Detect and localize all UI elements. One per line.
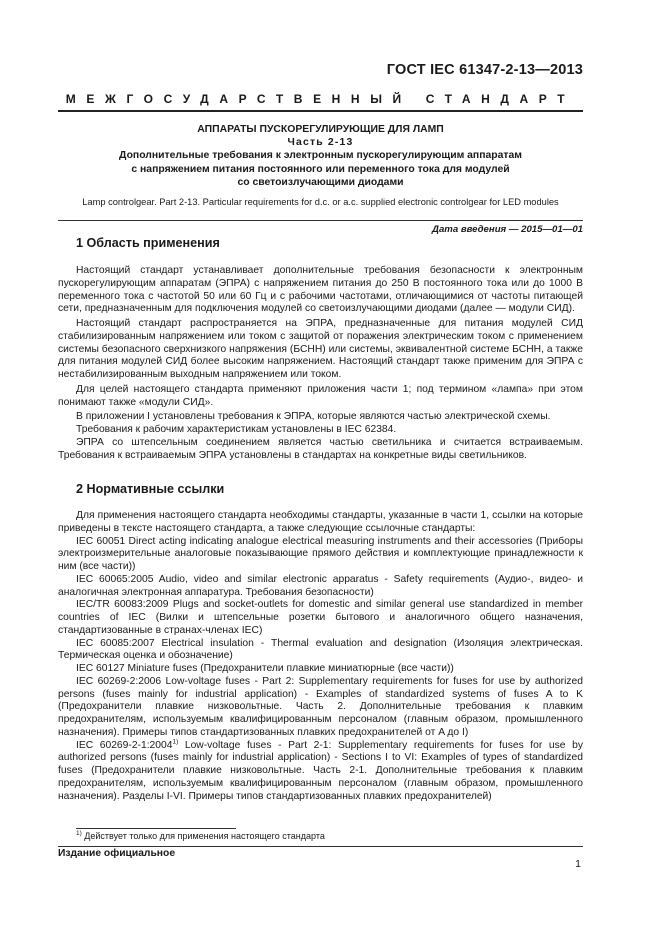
- reference-entry: IEC/TR 60083:2009 Plugs and socket-outlets for domestic and similar general use standardized in member countries of IEC (Вилки и штепсельные розетки бытового и аналогичного общего назначения, стандартизованные в странах-членах IEC): [58, 599, 583, 636]
- section-body: [58, 265, 583, 462]
- document-number: ГОСТ IEC 61347-2-13—2013: [386, 62, 583, 78]
- footnote-marker: 1): [76, 830, 82, 837]
- reference-entry: IEC 60085:2007 Electrical insulation - Thermal evaluation and designation (Изоляция электрическая. Термическая оценка и обозначение): [58, 637, 583, 662]
- section-body: [58, 510, 583, 803]
- reference-entry: IEC 60051 Direct acting indicating analogue electrical measuring instruments and their accessories (Приборы электроизмерительные аналоговые показывающие прямого действия и комплектующие принадлежности к ним (все части)): [58, 535, 583, 572]
- reference-code: IEC 60269-2-1:2004: [76, 739, 173, 751]
- title-divider: [58, 220, 583, 221]
- header-divider: [58, 110, 583, 112]
- reference-entry: IEC 60127 Miniature fuses (Предохранители плавкие миниатюрные (все части)): [76, 663, 454, 674]
- reference-entry: IEC 60065:2005 Audio, video and similar electronic apparatus - Safety requirements (Аудио-, видео- и аналогичная электронная аппаратура. Требования безопасности): [58, 573, 583, 598]
- english-title: Lamp controlgear. Part 2-13. Particular requirements for d.c. or a.c. supplied electronic controlgear for LED modules: [82, 197, 559, 207]
- page-number: 1: [575, 858, 581, 870]
- section-heading: 2 Нормативные ссылки: [76, 482, 225, 496]
- edition-label: Издание официальное: [58, 848, 176, 859]
- section-heading: 1 Область применения: [76, 236, 220, 250]
- paragraph: Для целей настоящего стандарта применяют приложения части 1; под термином «лампа» при этом понимают также «модули СИД».: [58, 383, 583, 408]
- introduction-date: Дата введения — 2015—01—01: [432, 224, 583, 235]
- footnote-marker: 1): [172, 738, 179, 746]
- reference-entry: IEC 60269-2:2006 Low-voltage fuses - Part 2: Supplementary requirements for fuses for use by authorized persons (fuses mainly for industrial application) - Examples of standardized systems of fuses A to K (Предохранители плавкие низковольтные. Часть 2. Дополнительные требования к плавким предохранителям, используемым квалифицированным персоналом (главным образом, промышленного назначения). Примеры типов стандартизованных плавких предохранителей от A до I): [58, 675, 583, 738]
- title-subtitle-line: со светоизлучающими диодами: [237, 176, 404, 188]
- footer-divider: [58, 846, 583, 847]
- footnote-text: Действует только для применения настоящего стандарта: [81, 831, 325, 841]
- paragraph: ЭПРА со штепсельным соединением является частью светильника и считается встраиваемым. Требования к встраиваемым ЭПРА установлены в стандартах на конкретные виды светильников.: [58, 436, 583, 461]
- title-main: АППАРАТЫ ПУСКОРЕГУЛИРУЮЩИЕ ДЛЯ ЛАМП: [197, 124, 444, 135]
- paragraph: Требования к рабочим характеристикам установлены в IEC 62384.: [76, 424, 397, 435]
- paragraph: Для применения настоящего стандарта необходимы стандарты, указанные в части 1, ссылки на которые приведены в тексте настоящего стандарта, а также следующие ссылочные стандарты:: [58, 510, 583, 534]
- paragraph: Настоящий стандарт распространяется на ЭПРА, предназначенные для питания модулей СИД стабилизированным напряжением или током с защитой от поражения электрическим током с применением системы безопасного сверхнизкого напряжения (БСНН) или системы, эквивалентной системе БСНН, а также для питания модулей СИД более высоким напряжением. Настоящий стандарт также применим для ЭПРА с нестабилизированным выходным напряжением или током.: [58, 318, 583, 380]
- title-subtitle-line: Дополнительные требования к электронным пускорегулирующим аппаратам: [119, 150, 522, 162]
- footnote: [76, 830, 325, 841]
- paragraph: Настоящий стандарт устанавливает дополнительные требования безопасности к электронным пускорегулирующим аппаратам (ЭПРА) с напряжением питания до 250 В постоянного тока или до 1000 В переменного тока с частотой 50 или 60 Гц и с рабочими частотами, отличающимися от частоты питающей сети, предназначенным для подключения модулей со светоизлучающими диодами (далее — модули СИД).: [58, 265, 583, 315]
- title-subtitle-line: с напряжением питания постоянного или переменного тока для модулей: [131, 163, 510, 175]
- reference-text: Low-voltage fuses - Part 2-1: Supplementary requirements for fuses for use by authorized persons (fuses mainly for industrial application) - Sections I to VI: Examples of types of standardized fuses (Предохранители плавкие низковольтные. Часть 2-1. Дополнительные требования к плавким предохранителям, используемым квалифицированным персоналом (главным образом, промышленного назначения). Разделы I-VI. Примеры типов стандартизованных плавких предохранителей): [58, 739, 583, 802]
- reference-entry: [58, 740, 583, 804]
- title-part: Часть 2-13: [287, 137, 354, 149]
- title-block: [58, 123, 583, 189]
- paragraph: В приложении I установлены требования к ЭПРА, которые являются частью электрической схемы.: [76, 411, 551, 423]
- standard-banner: МЕЖГОСУДАРСТВЕННЫЙ СТАНДАРТ: [65, 92, 576, 106]
- footnote-divider: [76, 828, 236, 829]
